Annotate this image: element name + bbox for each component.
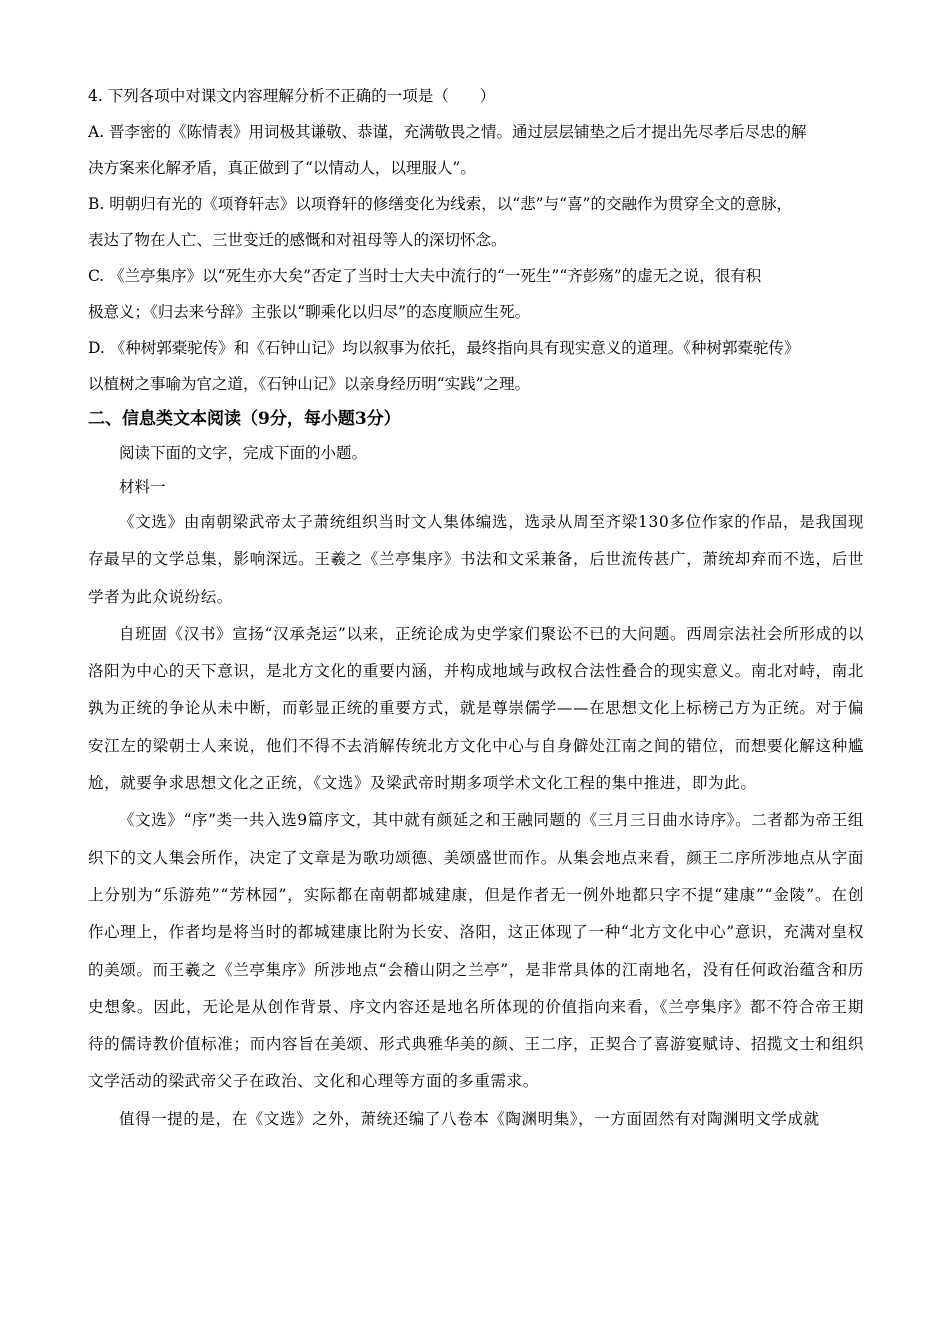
option-c-line-2: 极意义；《归去来兮辞》主张以“聊乘化以归尽”的态度顺应生死。: [88, 303, 531, 321]
question-4-option-c: [88, 258, 864, 330]
option-b-line-1: B. 明朝归有光的《项脊轩志》以项脊轩的修缮变化为线索，以“悲”与“喜”的交融作为贯穿全文的意脉，: [88, 195, 792, 213]
option-d-line-2: 以植树之事喻为官之道，《石钟山记》以亲身经历明“实践”之理。: [88, 375, 531, 393]
question-4-option-d: [88, 330, 864, 402]
section-2-title: 二、信息类文本阅读（9分，每小题3分）: [88, 409, 401, 429]
question-4-stem: 4. 下列各项中对课文内容理解分析不正确的一项是（ ）: [88, 87, 496, 105]
question-4-option-a: [88, 114, 864, 186]
reading-instruction: 阅读下面的文字，完成下面的小题。: [119, 444, 368, 462]
option-a-line-2: 决方案来化解矛盾，真正做到了“以情动人，以理服人”。: [88, 159, 476, 177]
option-b-line-2: 表达了物在人亡、三世变迁的感慨和对祖母等人的深切怀念。: [88, 231, 507, 249]
option-c-line-1: C. 《兰亭集序》以“死生亦大矣”否定了当时士大夫中流行的“一死生”“齐彭殇”的虚无之说，很有积: [88, 267, 762, 285]
material-paragraph-3: 《文选》“序”类一共入选9篇序文，其中就有颜延之和王融同题的《三月三日曲水诗序》。二者都为帝王组织下的文人集会所作，决定了文章是为歌功颂德、美颂盛世而作。从集会地点来看，颜王二序所涉地点从字面上分别为“乐游苑”“芳林园”，实际都在南朝都城建康，但是作者无一例外地都只字不提“建康”“金陵”。在创作心理上，作者均是将当时的都城建康比附为长安、洛阳，这正体现了一种“北方文化中心”意识，充满对皇权的美颂。而王羲之《兰亭集序》所涉地点“会稽山阴之兰亭”，是非常具体的江南地名，没有任何政治蕴含和历史想象。因此，无论是从创作背景、序文内容还是地名所体现的价值指向来看，《兰亭集序》都不符合帝王期待的儒诗教价值标准；而内容旨在美颂、形式典雅华美的颜、王二序，正契合了喜游宴赋诗、招揽文士和组织文学活动的梁武帝父子在政治、文化和心理等方面的多重需求。: [88, 811, 864, 1091]
document-page: [88, 78, 864, 1138]
question-4-option-b: [88, 186, 864, 258]
material-paragraph-4: 值得一提的是，在《文选》之外，萧统还编了八卷本《陶渊明集》，一方面固然有对陶渊明文学成就: [119, 1109, 820, 1128]
option-a-line-1: A. 晋李密的《陈情表》用词极其谦敬、恭谨，充满敬畏之情。通过层层铺垫之后才提出先尽孝后尽忠的解: [88, 123, 807, 141]
material-paragraph-1: 《文选》由南朝梁武帝太子萧统组织当时文人集体编选，选录从周至齐梁130多位作家的作品，是我国现存最早的文学总集，影响深远。王羲之《兰亭集序》书法和文采兼备，后世流传甚广，萧统却弃而不选，后世学者为此众说纷纭。: [88, 513, 864, 606]
material-label: 材料一: [119, 478, 166, 496]
option-d-line-1: D. 《种树郭橐驼传》和《石钟山记》均以叙事为依托，最终指向具有现实意义的道理。《种树郭橐驼传》: [88, 339, 800, 357]
material-paragraph-2: 自班固《汉书》宣扬“汉承尧运”以来，正统论成为史学家们聚讼不已的大问题。西周宗法社会所形成的以洛阳为中心的天下意识，是北方文化的重要内涵，并构成地域与政权合法性叠合的现实意义。南北对峙，南北孰为正统的争论从未中断，而彰显正统的重要方式，就是尊崇儒学——在思想文化上标榜己方为正统。对于偏安江左的梁朝士人来说，他们不得不去消解传统北方文化中心与自身僻处江南之间的错位，而想要化解这种尴尬，就要争求思想文化之正统，《文选》及梁武帝时期多项学术文化工程的集中推进，即为此。: [88, 624, 864, 793]
